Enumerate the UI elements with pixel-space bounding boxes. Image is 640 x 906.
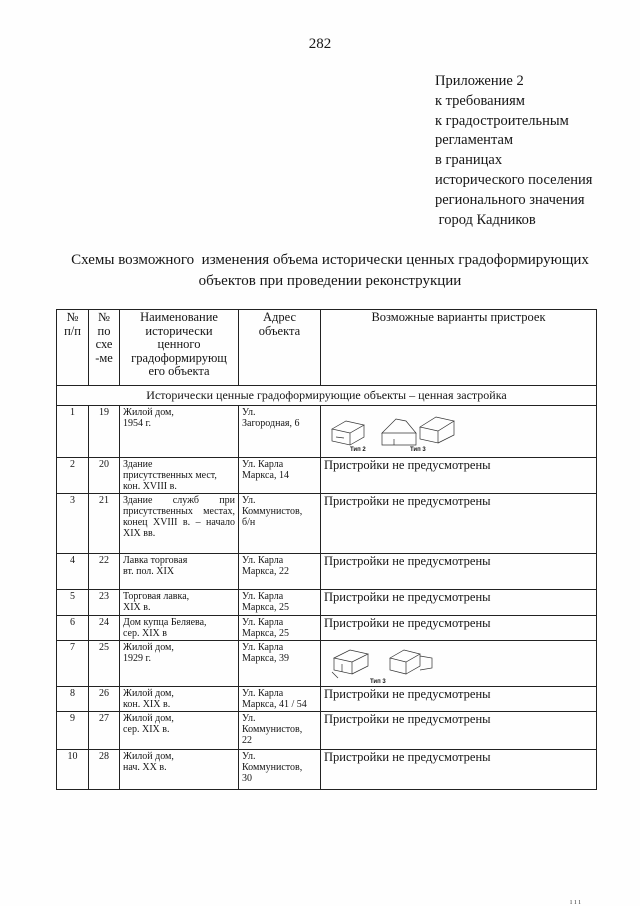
- cell-address: Ул. Коммунистов, 30: [239, 750, 321, 790]
- cell-name: Жилой дом, нач. XX в.: [120, 750, 239, 790]
- cell-address: Ул. Коммунистов, б/н: [239, 494, 321, 554]
- cell-name: Жилой дом, 1929 г.: [120, 641, 239, 687]
- header-scheme: № по схе -ме: [89, 310, 120, 386]
- sketch-label: Тип 3: [370, 679, 386, 685]
- sketch-label: Тип 3: [410, 447, 426, 453]
- cell-address: Ул. Карла Маркса, 39: [239, 641, 321, 687]
- cell-address: Ул. Карла Маркса, 25: [239, 616, 321, 641]
- cell-name: Дом купца Беляева, сер. XIX в: [120, 616, 239, 641]
- cell-scheme: 25: [89, 641, 120, 687]
- cell-name: Жилой дом, сер. XIX в.: [120, 712, 239, 750]
- appendix-line: Приложение 2: [435, 73, 524, 89]
- cell-scheme: 23: [89, 590, 120, 616]
- table-row: [57, 554, 597, 590]
- cell-name: Жилой дом, кон. XIX в.: [120, 687, 239, 712]
- appendix-line: к требованиям: [435, 92, 525, 109]
- cell-address: Ул. Карла Маркса, 22: [239, 554, 321, 590]
- header-name: Наименование исторически ценного градоформирующ его объекта: [120, 310, 239, 386]
- cell-name: Лавка торговая вт. пол. XIX: [120, 554, 239, 590]
- cell-name: Торговая лавка, XIX в.: [120, 590, 239, 616]
- table-row: [57, 590, 597, 616]
- cell-num: 9: [57, 712, 89, 750]
- cell-address: Ул. Загородная, 6: [239, 406, 321, 458]
- cell-variants: [321, 641, 597, 687]
- cell-num: 4: [57, 554, 89, 590]
- table-row: [57, 494, 597, 554]
- appendix-line: исторического поселения: [435, 171, 593, 188]
- cell-scheme: 21: [89, 494, 120, 554]
- cell-variants: Пристройки не предусмотрены: [321, 712, 597, 750]
- cell-num: 3: [57, 494, 89, 554]
- page-number: 282: [308, 36, 332, 52]
- cell-num: 6: [57, 616, 89, 641]
- extension-sketches: [324, 642, 593, 684]
- document-title-line: объектов при проведении реконструкции: [198, 273, 462, 289]
- cell-scheme: 26: [89, 687, 120, 712]
- footer-marks: ııı: [570, 897, 583, 906]
- document-title: [40, 250, 620, 292]
- document-title-line: Схемы возможного изменения объема исторически ценных градоформирующих: [71, 252, 589, 268]
- cell-num: 5: [57, 590, 89, 616]
- cell-num: 7: [57, 641, 89, 687]
- cell-scheme: 27: [89, 712, 120, 750]
- cell-scheme: 28: [89, 750, 120, 790]
- table-row: [57, 406, 597, 458]
- extension-sketches: [324, 407, 593, 453]
- appendix-line: регламентам: [435, 132, 514, 149]
- cell-scheme: 24: [89, 616, 120, 641]
- appendix-block: [435, 72, 592, 230]
- table-row: [57, 750, 597, 790]
- table-row: [57, 641, 597, 687]
- cell-num: 10: [57, 750, 89, 790]
- table-row: [57, 616, 597, 641]
- building-sketch-icon: [324, 642, 594, 684]
- cell-variants: Пристройки не предусмотрены: [321, 616, 597, 641]
- objects-table: [56, 309, 597, 790]
- cell-address: Ул. Карла Маркса, 14: [239, 458, 321, 494]
- cell-variants: [321, 406, 597, 458]
- cell-variants: Пристройки не предусмотрены: [321, 494, 597, 554]
- appendix-line: в границах: [435, 152, 503, 169]
- cell-variants: Пристройки не предусмотрены: [321, 590, 597, 616]
- appendix-line: регионального значения: [435, 191, 585, 208]
- sketch-label: Тип 2: [350, 447, 366, 453]
- table-row: [57, 687, 597, 712]
- cell-variants: Пристройки не предусмотрены: [321, 554, 597, 590]
- table-row: [57, 712, 597, 750]
- table-header-row: [57, 310, 597, 386]
- cell-num: 1: [57, 406, 89, 458]
- appendix-line: город Кадников: [435, 211, 536, 228]
- cell-name: Здание присутственных мест, кон. XVIII в.: [120, 458, 239, 494]
- appendix-line: к градостроительным: [435, 112, 569, 129]
- cell-variants: Пристройки не предусмотрены: [321, 458, 597, 494]
- cell-address: Ул. Коммунистов, 22: [239, 712, 321, 750]
- cell-num: 8: [57, 687, 89, 712]
- cell-num: 2: [57, 458, 89, 494]
- table-row: [57, 458, 597, 494]
- header-num: № п/п: [57, 310, 89, 386]
- header-variants: Возможные варианты пристроек: [321, 310, 597, 386]
- cell-scheme: 19: [89, 406, 120, 458]
- cell-address: Ул. Карла Маркса, 25: [239, 590, 321, 616]
- cell-variants: Пристройки не предусмотрены: [321, 750, 597, 790]
- cell-name: Здание служб при присутственных местах, конец XVIII в. – начало XIX вв.: [120, 494, 239, 554]
- cell-address: Ул. Карла Маркса, 41 / 54: [239, 687, 321, 712]
- cell-scheme: 20: [89, 458, 120, 494]
- cell-name: Жилой дом, 1954 г.: [120, 406, 239, 458]
- cell-variants: Пристройки не предусмотрены: [321, 687, 597, 712]
- section-row: [57, 386, 597, 406]
- section-title: Исторически ценные градоформирующие объекты – ценная застройка: [57, 386, 597, 406]
- header-address: Адрес объекта: [239, 310, 321, 386]
- cell-scheme: 22: [89, 554, 120, 590]
